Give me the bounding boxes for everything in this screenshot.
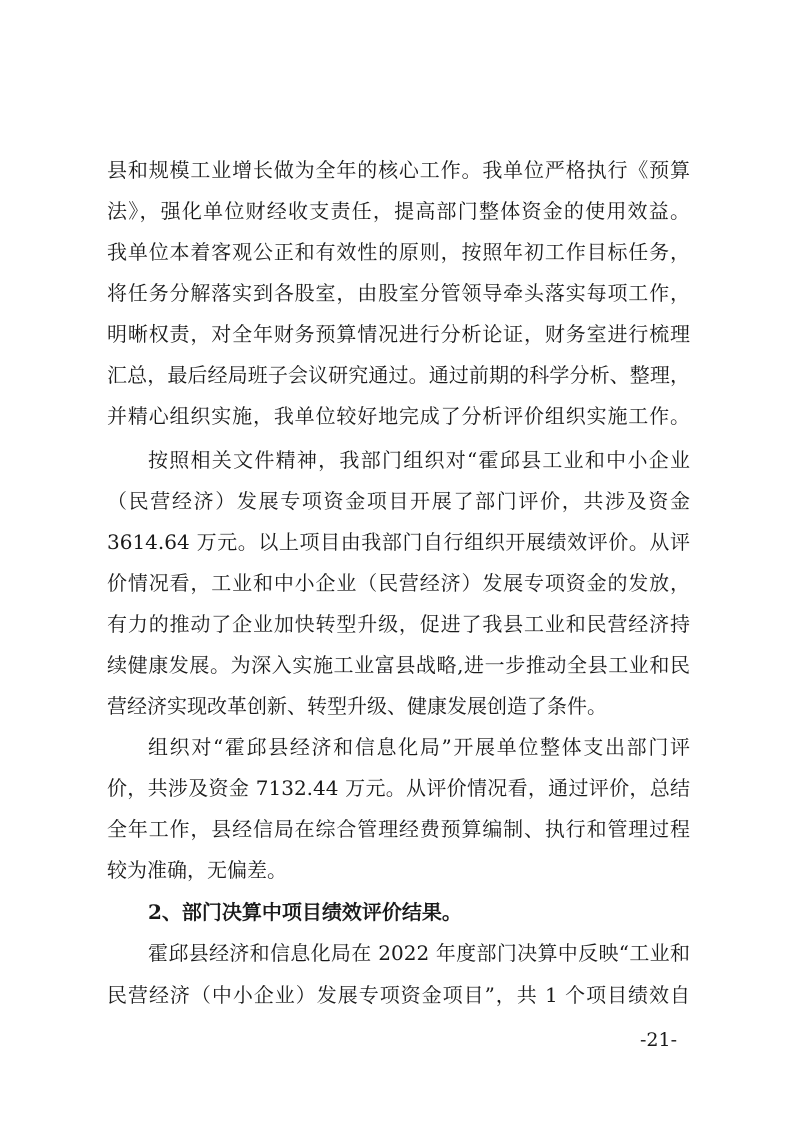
paragraph-line: 民营经济（中小企业）发展专项资金项目”，共 1 个项目绩效自 <box>107 983 690 1007</box>
paragraph-line: 将任务分解落实到各股室，由股室分管领导牵头落实每项工作， <box>107 281 690 305</box>
paragraph-line: 我单位本着客观公正和有效性的原则，按照年初工作目标任务， <box>107 240 690 264</box>
paragraph-line: 法》，强化单位财经收支责任，提高部门整体资金的使用效益。 <box>107 199 690 223</box>
paragraph-line: 全年工作，县经信局在综合管理经费预算编制、执行和管理过程 <box>107 817 690 841</box>
paragraph-line: 明晰权责，对全年财务预算情况进行分析论证，财务室进行梳理 <box>107 322 690 346</box>
paragraph-line: 并精心组织实施，我单位较好地完成了分析评价组织实施工作。 <box>107 404 690 428</box>
paragraph-line: 营经济实现改革创新、转型升级、健康发展创造了条件。 <box>107 694 607 718</box>
page-number: -21- <box>640 1029 678 1051</box>
paragraph-line: 价，共涉及资金 7132.44 万元。从评价情况看，通过评价，总结 <box>107 776 690 800</box>
paragraph-line: 3614.64 万元。以上项目由我部门自行组织开展绩效评价。从评 <box>107 530 690 554</box>
paragraph-line: 较为准确，无偏差。 <box>107 858 287 882</box>
section-heading: 2、部门决算中项目绩效评价结果。 <box>148 900 462 924</box>
paragraph-line: 有力的推动了企业加快转型升级，促进了我县工业和民营经济持 <box>107 612 690 636</box>
paragraph-line: 续健康发展。为深入实施工业富县战略,进一步推动全县工业和民 <box>107 653 690 677</box>
paragraph-line: 汇总，最后经局班子会议研究通过。通过前期的科学分析、整理， <box>107 363 690 387</box>
paragraph-line: 价情况看，工业和中小企业（民营经济）发展专项资金的发放， <box>107 571 690 595</box>
paragraph-line: 按照相关文件精神，我部门组织对“霍邱县工业和中小企业 <box>148 448 690 472</box>
paragraph-line: 县和规模工业增长做为全年的核心工作。我单位严格执行《预算 <box>107 158 690 182</box>
paragraph-line: （民营经济）发展专项资金项目开展了部门评价，共涉及资金 <box>107 489 690 513</box>
paragraph-line: 霍邱县经济和信息化局在 2022 年度部门决算中反映“工业和 <box>148 941 690 965</box>
paragraph-line: 组织对“霍邱县经济和信息化局”开展单位整体支出部门评 <box>148 735 690 759</box>
